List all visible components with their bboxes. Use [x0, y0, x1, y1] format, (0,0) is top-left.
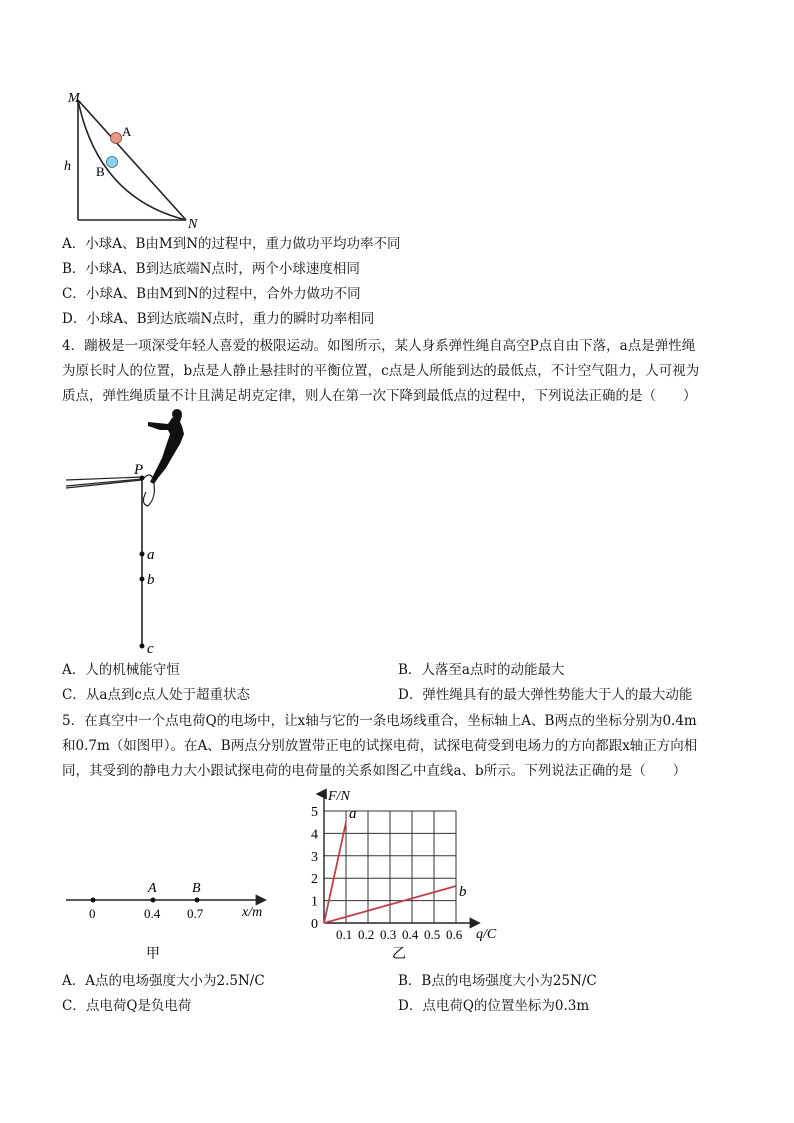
series-label-b: b: [459, 884, 467, 901]
q5-option-a: A．A点的电场强度大小为2.5N/C: [62, 973, 265, 989]
q3-option-a: A．小球A、B由M到N的过程中，重力做功平均功率不同: [62, 236, 401, 252]
label-a: a: [147, 547, 155, 563]
q4-option-d: D．弹性绳具有的最大弹性势能大于人的最大动能: [398, 687, 693, 703]
chart-grid: [324, 811, 456, 923]
series-line-a: [324, 822, 346, 923]
x-tick-label-0.5: 0.5: [424, 927, 441, 942]
q3-option-c: C．小球A、B由M到N的过程中，合外力做功不同: [62, 286, 361, 302]
q4-option-b: B．人落至a点时的动能最大: [398, 662, 565, 678]
chart-x-label: q/C: [476, 927, 497, 942]
incline-straight-track: [78, 100, 186, 220]
jumper-silhouette-icon: [142, 409, 184, 506]
q3-option-d: D．小球A、B到达底端N点时，重力的瞬时功率相同: [62, 311, 375, 327]
y-tick-label-3: 3: [311, 849, 318, 865]
q5-stem-line-2: 和0.7m（如图甲）。在A、B两点分别放置带正电的试探电荷，试探电荷受到电场力的方向都跟x轴正方向相: [62, 738, 698, 754]
chart-y-label: F/N: [328, 789, 350, 804]
y-tick-label-2: 2: [311, 872, 318, 888]
q4-stem-line-3: 质点，弹性绳质量不计且满足胡克定律，则人在第一次下降到最低点的过程中，下列说法正确的是（ ）: [62, 388, 697, 404]
point-A: [151, 898, 156, 903]
x-tick-label-0.1: 0.1: [336, 927, 353, 942]
point-B: [195, 898, 200, 903]
q5-option-d: D．点电荷Q的位置坐标为0.3m: [398, 998, 590, 1014]
q5-stem-line-3: 同，其受到的静电力大小跟试探电荷的电荷量的关系如图乙中直线a、b所示。下列说法正确的是（ ）: [62, 763, 687, 779]
q4-option-c: C．从a点到c点人处于超重状态: [62, 687, 250, 703]
caption-jia: 甲: [146, 947, 160, 962]
q4-stem-line-2: 为原长时人的位置，b点是人静止悬挂时的平衡位置，c点是人所能到达的最低点，不计空气阻力，人可视为: [62, 363, 700, 379]
label-c: c: [147, 641, 154, 657]
label-M: M: [68, 91, 80, 106]
y-tick-label-5: 5: [311, 805, 318, 820]
point-b: [140, 577, 145, 582]
label-B: B: [96, 164, 105, 179]
y-tick-label-4: 4: [311, 827, 318, 843]
q4-option-a: A．人的机械能守恒: [62, 662, 180, 678]
q5-stem-line-1: 5．在真空中一个点电荷Q的电场中，让x轴与它的一条电场线重合，坐标轴上A、B两点的坐标分别为0.4m: [62, 713, 697, 729]
tick-0.7: 0.7: [187, 906, 204, 921]
x-tick-label-0.4: 0.4: [402, 927, 419, 942]
platform-line-3: [66, 480, 142, 488]
figure-yi-chart: [300, 782, 520, 964]
y-tick-label-0: 0: [311, 917, 318, 932]
x-tick-label-0.6: 0.6: [446, 927, 463, 942]
q5-option-b: B．B点的电场强度大小为25N/C: [398, 973, 597, 989]
origin-point: [91, 898, 96, 903]
tick-0.4: 0.4: [144, 906, 161, 921]
label-N: N: [188, 217, 198, 228]
point-c: [140, 644, 145, 649]
q3-option-b: B．小球A、B到达底端N点时，两个小球速度相同: [62, 261, 360, 277]
q4-stem-line-1: 4．蹦极是一项深受年轻人喜爱的极限运动。如图所示，某人身系弹性绳自高空P点自由下落，a点是弹性绳: [62, 338, 696, 354]
figure-jia: [60, 870, 290, 965]
label-point-B: B: [192, 881, 201, 896]
bungee-figure: [62, 408, 202, 658]
ball-b: [107, 157, 118, 168]
y-tick-label-1: 1: [311, 894, 318, 910]
x-tick-label-0.2: 0.2: [358, 927, 375, 942]
label-P: P: [134, 462, 144, 478]
label-h: h: [64, 159, 71, 174]
label-point-A: A: [148, 881, 157, 896]
q5-option-c: C．点电荷Q是负电荷: [62, 998, 192, 1014]
incline-figure: [58, 88, 208, 228]
label-A: A: [122, 124, 132, 139]
label-b: b: [147, 572, 155, 588]
x-tick-label-0.3: 0.3: [380, 927, 397, 942]
x-axis-label: x/m: [242, 905, 263, 920]
caption-yi: 乙: [392, 947, 406, 962]
point-a: [140, 552, 145, 557]
ball-a: [111, 133, 122, 144]
tick-0: 0: [89, 906, 96, 921]
series-label-a: a: [349, 806, 357, 823]
